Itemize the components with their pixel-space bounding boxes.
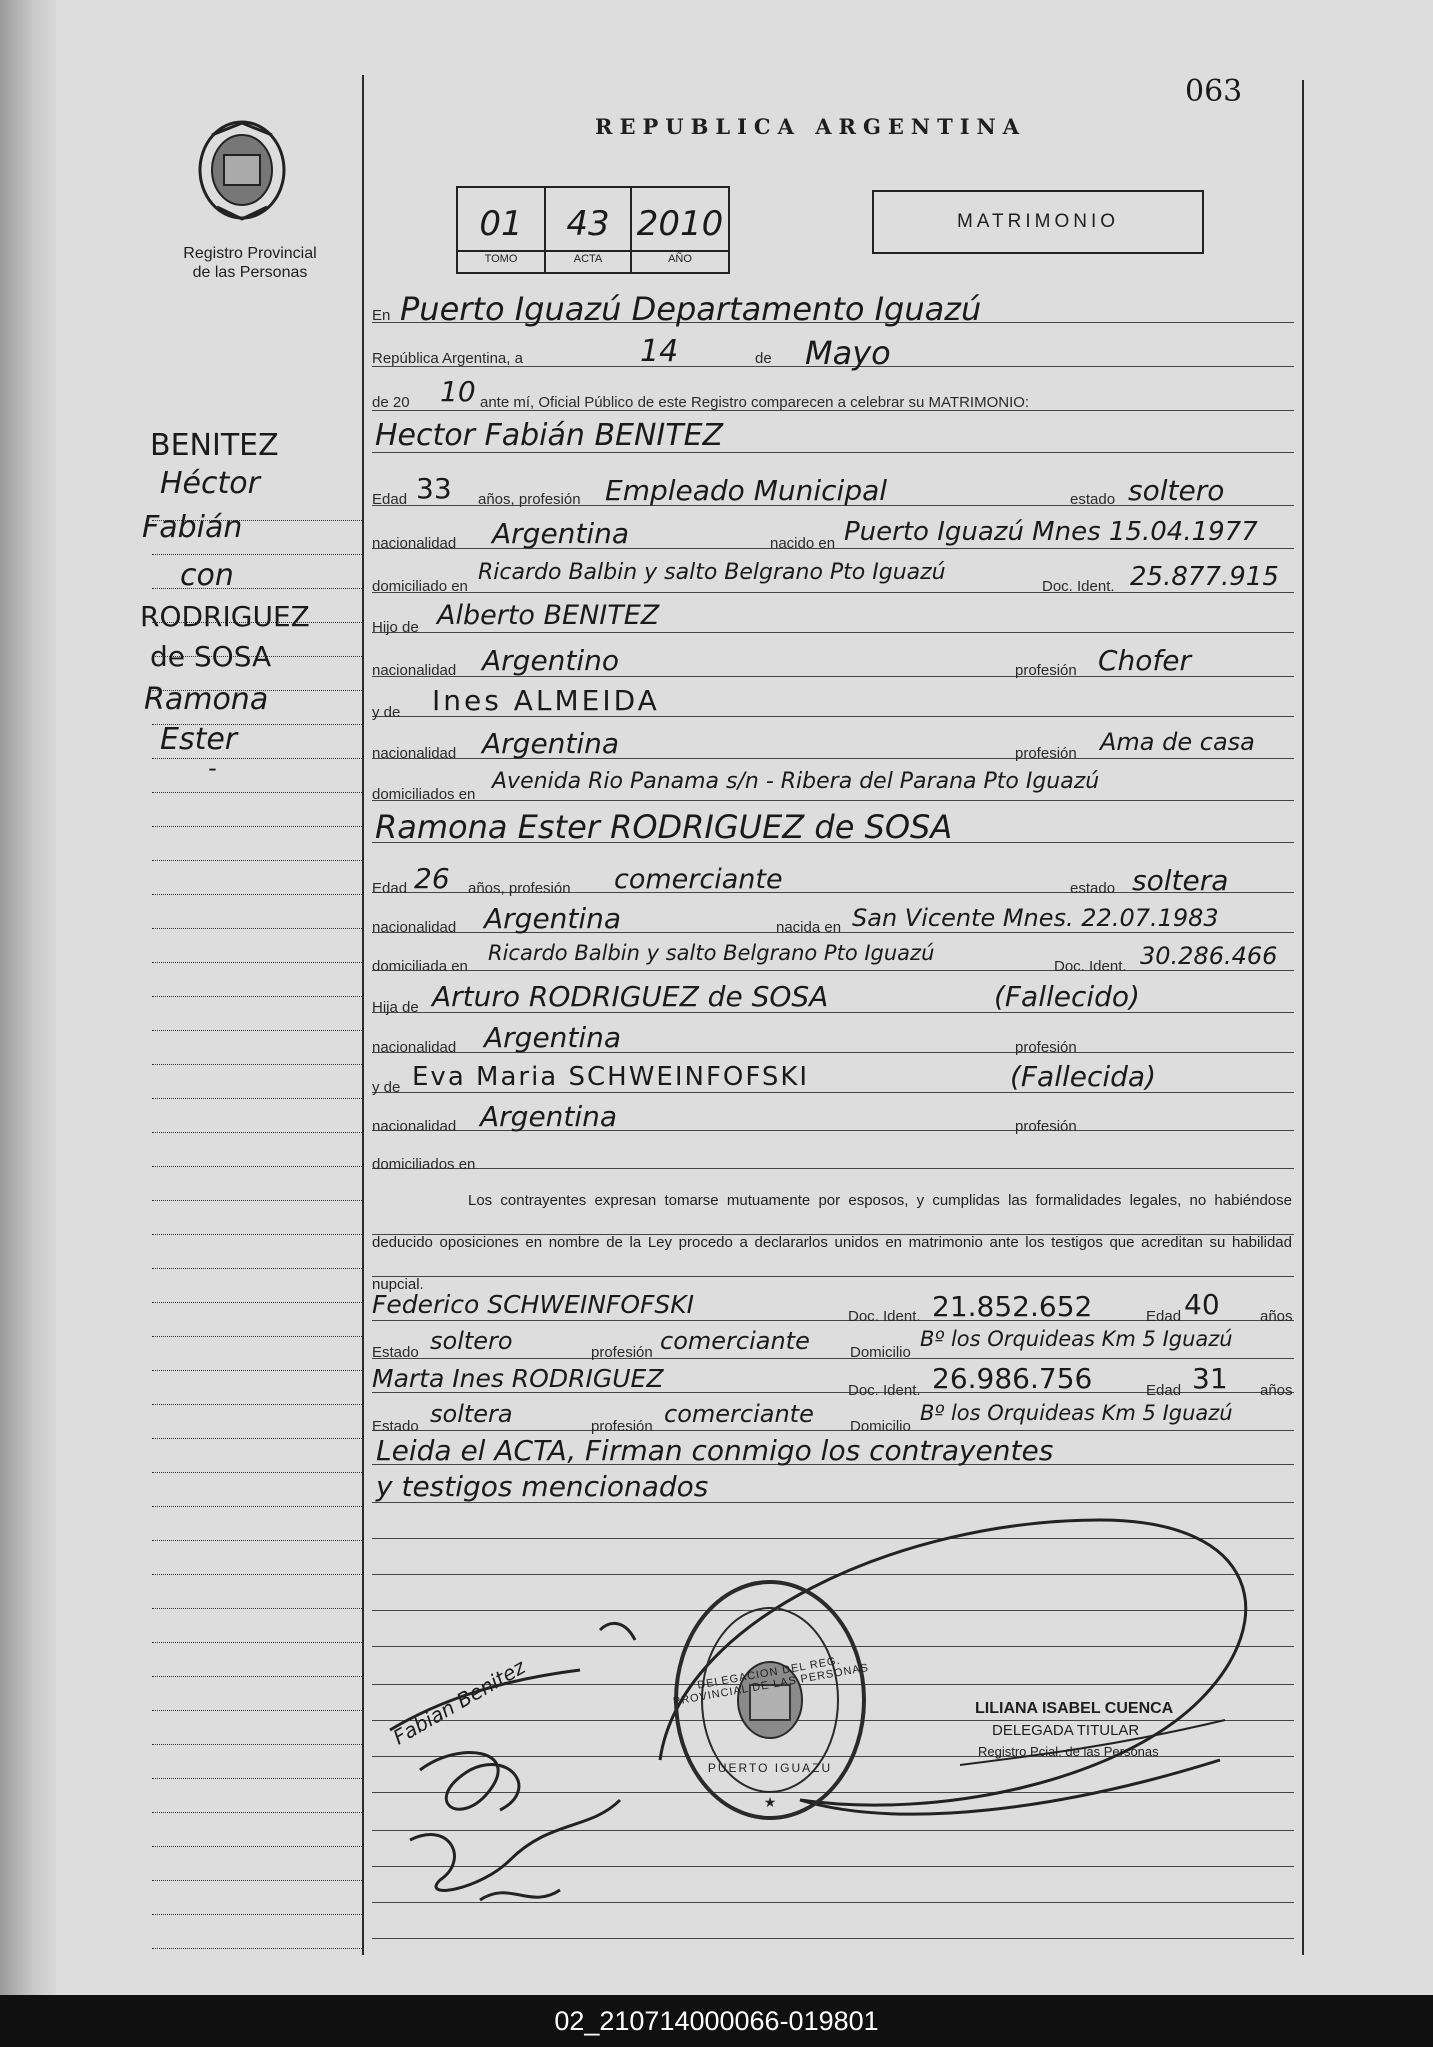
bride-parents-dom-label: domiciliados en: [372, 1156, 476, 1173]
groom-birth: Puerto Iguazú Mnes 15.04.1977: [844, 517, 1258, 547]
bride-doc: 30.286.466: [1140, 942, 1278, 970]
witness2-estado-label: Estado: [372, 1418, 419, 1435]
margin-divider: [362, 75, 364, 1955]
scan-footer-id: 02_210714000066-019801: [0, 1995, 1433, 2047]
declaration-text: Los contrayentes expresan tomarse mutuamente por esposos, y cumplidas las formalidades legales, no habiéndose deducido oposiciones en nombre de la Ley procedo a declararlos unidos en matrimonio ante los testigos que acreditan su habilidad nupcial.: [372, 1192, 1292, 1293]
witness2-doc: 26.986.756: [932, 1362, 1093, 1395]
bride-father-note: (Fallecido): [994, 980, 1140, 1013]
groom-mother: Ines ALMEIDA: [432, 684, 660, 717]
witness2-dom-label: Domicilio: [850, 1418, 911, 1435]
bride-mother-nationality: Argentina: [480, 1100, 618, 1133]
official-name: LILIANA ISABEL CUENCA: [975, 1700, 1174, 1717]
groom-dom-label: domiciliado en: [372, 578, 468, 595]
bride-father-prof-label: profesión: [1015, 1039, 1077, 1056]
groom-profesion-label: años, profesión: [478, 491, 581, 508]
page-number: 063: [1185, 74, 1243, 109]
witness2-address: Bº los Orquideas Km 5 Iguazú: [920, 1401, 1233, 1425]
witness2-doc-label: Doc. Ident.: [848, 1382, 921, 1399]
margin-name-8: Ester: [160, 722, 238, 757]
groom-doc-label: Doc. Ident.: [1042, 578, 1115, 595]
bride-birth: San Vicente Mnes. 22.07.1983: [852, 904, 1219, 932]
groom-father-profession: Chofer: [1098, 644, 1192, 677]
seal-emblem: [192, 115, 292, 225]
intro-text: ante mí, Oficial Público de este Registro comparecen a celebrar su MATRIMONIO:: [480, 394, 1030, 411]
right-border: [1302, 80, 1304, 1955]
margin-name-6: de SOSA: [150, 640, 272, 673]
place-value: Puerto Iguazú Departamento Iguazú: [400, 290, 982, 328]
signature-scribbles: [380, 1600, 680, 1930]
margin-name-1: BENITEZ: [150, 428, 279, 463]
witness2-age: 31: [1192, 1362, 1228, 1395]
anio-value: 2010: [636, 204, 724, 244]
groom-mother-nat-label: nacionalidad: [372, 745, 457, 762]
bride-address: Ricardo Balbin y salto Belgrano Pto Iguazú: [488, 941, 935, 965]
groom-parents-dom-label: domiciliados en: [372, 786, 476, 803]
record-type: MATRIMONIO: [956, 211, 1120, 232]
groom-address: Ricardo Balbin y salto Belgrano Pto Iguazú: [478, 560, 946, 585]
groom-signature: Fabian Benitez: [388, 1654, 530, 1750]
witness1-address: Bº los Orquideas Km 5 Iguazú: [920, 1327, 1233, 1351]
bride-yde-label: y de: [372, 1079, 401, 1096]
tomo-label: TOMO: [484, 253, 518, 265]
groom-profession: Empleado Municipal: [605, 474, 888, 507]
groom-father-nationality: Argentino: [482, 644, 620, 677]
witness2-name: Marta Ines RODRIGUEZ: [372, 1364, 664, 1393]
witness2-anos-label: años: [1260, 1382, 1293, 1399]
witness2-prof-label: profesión: [591, 1418, 653, 1435]
bride-profession: comerciante: [614, 864, 783, 895]
groom-edad-label: Edad: [372, 491, 408, 508]
record-number-box: [456, 186, 730, 274]
republica-label: República Argentina, a: [372, 350, 523, 367]
groom-father-prof-label: profesión: [1015, 662, 1077, 679]
witness1-estado-label: Estado: [372, 1344, 419, 1361]
acta-label: ACTA: [573, 253, 603, 265]
official-office: Registro Pcial. de las Personas: [978, 1744, 1159, 1759]
bride-father: Arturo RODRIGUEZ de SOSA: [432, 980, 829, 1013]
stamp-bottom-text: PUERTO IGUAZU: [707, 1761, 833, 1775]
bride-profesion-label: años, profesión: [468, 880, 571, 897]
day-value: 14: [640, 334, 679, 369]
official-signature-stroke: [960, 1715, 1230, 1775]
bride-nationality: Argentina: [484, 902, 622, 935]
official-title: DELEGADA TITULAR: [992, 1722, 1140, 1739]
closing-line-1: Leida el ACTA, Firman conmigo los contrayentes: [376, 1434, 1054, 1467]
groom-mother-profession: Ama de casa: [1100, 728, 1255, 756]
groom-yde-label: y de: [372, 704, 401, 721]
margin-name-5: RODRIGUEZ: [140, 600, 310, 633]
groom-nat-label: nacionalidad: [372, 535, 457, 552]
bride-doc-label: Doc. Ident.: [1054, 958, 1127, 975]
provincial-seal: [192, 115, 292, 225]
bride-age: 26: [414, 862, 450, 895]
groom-mother-nationality: Argentina: [482, 727, 620, 760]
groom-doc: 25.877.915: [1130, 562, 1279, 592]
bride-nat-label: nacionalidad: [372, 919, 457, 936]
groom-parents-address: Avenida Rio Panama s/n - Ribera del Parana Pto Iguazú: [492, 769, 1100, 794]
en-label: En: [372, 307, 391, 324]
closing-line-2: y testigos mencionados: [376, 1470, 709, 1503]
witness1-prof-label: profesión: [591, 1344, 653, 1361]
witness1-doc-label: Doc. Ident.: [848, 1308, 921, 1325]
bride-mother-prof-label: profesión: [1015, 1118, 1077, 1135]
groom-civil-status: soltero: [1128, 474, 1225, 507]
groom-father-nat-label: nacionalidad: [372, 662, 457, 679]
stamp-ring-text: DELEGACION DEL REG. PROVINCIAL DE LAS PERSONAS: [672, 1654, 870, 1709]
witness1-status: soltero: [430, 1327, 513, 1355]
witness1-dom-label: Domicilio: [850, 1344, 911, 1361]
groom-age: 33: [416, 472, 452, 505]
margin-name-2: Héctor: [160, 466, 260, 501]
witness1-anos-label: años: [1260, 1308, 1293, 1325]
bride-mother-note: (Fallecida): [1010, 1060, 1157, 1093]
registry-name: Registro Provincial de las Personas: [183, 245, 317, 281]
record-type-box: [872, 190, 1204, 254]
bride-civil-status: soltera: [1132, 864, 1229, 897]
bride-dom-label: domiciliada en: [372, 958, 468, 975]
margin-name-3: Fabián: [142, 510, 243, 545]
acta-value: 43: [566, 204, 610, 244]
de-label: de: [755, 350, 772, 367]
year-suffix: 10: [440, 375, 476, 408]
bride-nacida-label: nacida en: [776, 919, 842, 936]
witness2-status: soltera: [430, 1400, 513, 1428]
anio-label: AÑO: [668, 253, 692, 265]
bride-mother: Eva Maria SCHWEINFOFSKI: [412, 1062, 810, 1092]
tomo-value: 01: [479, 204, 523, 244]
registry-stamp: [670, 1575, 870, 1825]
bride-hija-label: Hija de: [372, 999, 419, 1016]
groom-estado-label: estado: [1070, 491, 1116, 508]
page-binding: [0, 0, 56, 1995]
witness1-doc: 21.852.652: [932, 1290, 1093, 1323]
witness1-edad-label: Edad: [1146, 1308, 1182, 1325]
year-prefix: de 20: [372, 394, 410, 411]
groom-nacido-label: nacido en: [770, 535, 836, 552]
groom-mother-prof-label: profesión: [1015, 745, 1077, 762]
bride-estado-label: estado: [1070, 880, 1116, 897]
witness1-name: Federico SCHWEINFOFSKI: [372, 1290, 695, 1319]
bride-father-nat-label: nacionalidad: [372, 1039, 457, 1056]
groom-father: Alberto BENITEZ: [437, 600, 660, 631]
witness1-profession: comerciante: [660, 1327, 810, 1355]
country-title: REPUBLICA ARGENTINA: [595, 114, 1027, 139]
margin-name-4: con: [180, 558, 234, 593]
witness2-edad-label: Edad: [1146, 1382, 1182, 1399]
bride-edad-label: Edad: [372, 880, 408, 897]
month-value: Mayo: [805, 334, 891, 372]
margin-name-9: -: [208, 754, 217, 782]
witness1-age: 40: [1184, 1288, 1220, 1321]
groom-name: Hector Fabián BENITEZ: [375, 418, 724, 453]
groom-nationality: Argentina: [492, 517, 630, 550]
witness2-profession: comerciante: [664, 1400, 814, 1428]
groom-hijo-label: Hijo de: [372, 619, 419, 636]
margin-name-7: Ramona: [144, 682, 269, 717]
bride-name: Ramona Ester RODRIGUEZ de SOSA: [375, 808, 953, 846]
svg-text:★: ★: [763, 1794, 777, 1810]
bride-father-nationality: Argentina: [484, 1021, 622, 1054]
bride-mother-nat-label: nacionalidad: [372, 1118, 457, 1135]
